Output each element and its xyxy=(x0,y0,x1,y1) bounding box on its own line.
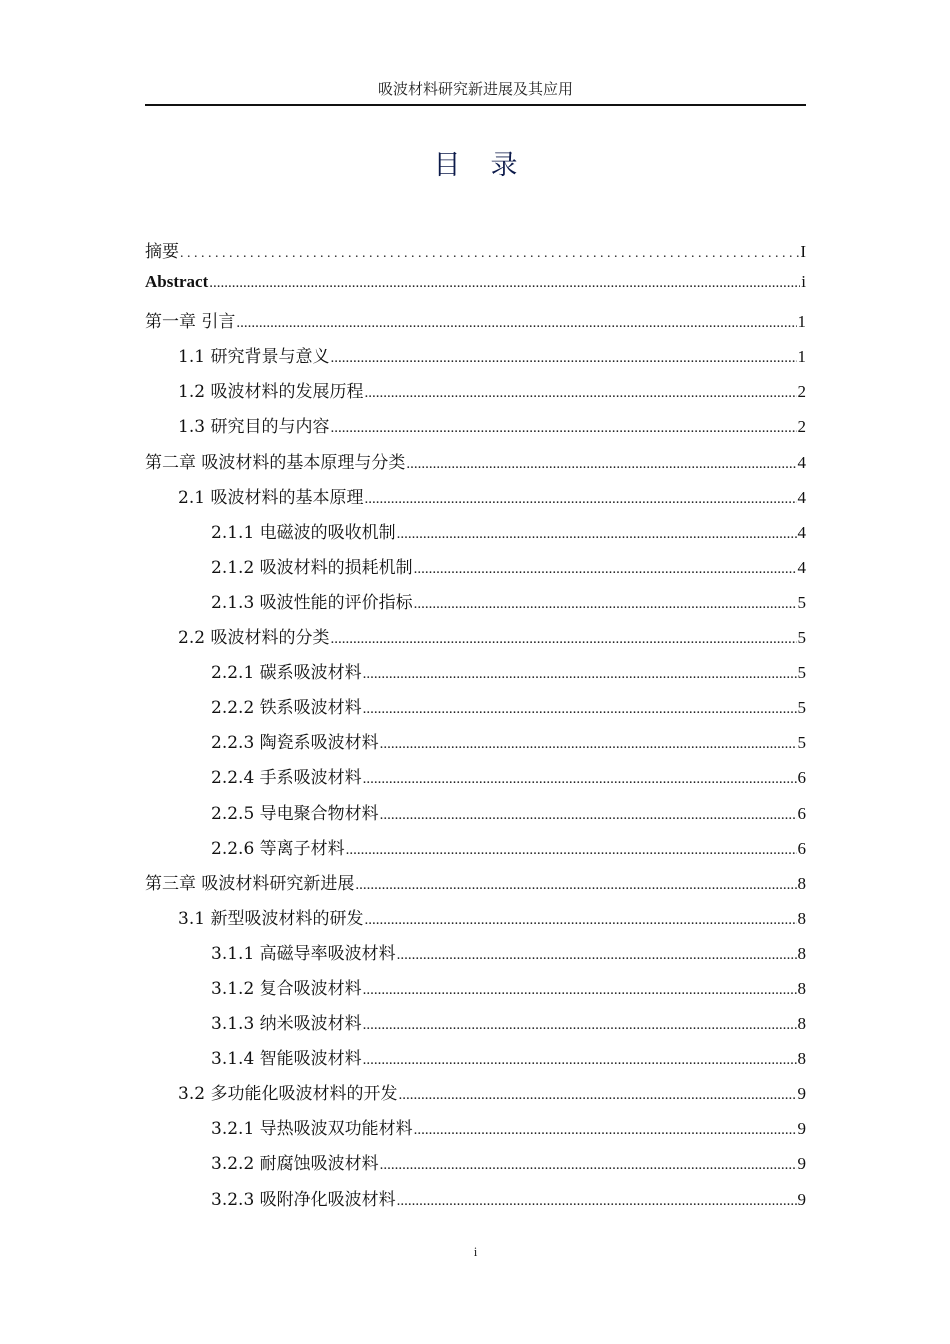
toc-dot-leader xyxy=(397,947,797,964)
toc-dot-leader xyxy=(330,631,796,648)
toc-entry[interactable] xyxy=(145,1149,806,1184)
toc-dot-leader xyxy=(398,1087,796,1104)
toc-entry-page: 5 xyxy=(797,592,806,612)
toc-entry-page: 4 xyxy=(797,452,806,472)
toc-entry-label: 2.1.1 电磁波的吸收机制 xyxy=(211,522,396,543)
toc-entry[interactable] xyxy=(145,623,806,658)
toc-dot-leader xyxy=(397,1193,797,1210)
toc-entry[interactable] xyxy=(145,1185,806,1220)
toc-dot-leader xyxy=(364,385,796,402)
toc-dot-leader xyxy=(355,877,796,894)
toc-entry[interactable] xyxy=(145,412,806,447)
toc-entry[interactable] xyxy=(145,763,806,798)
toc-dot-leader xyxy=(209,275,800,292)
toc-entry-page: 6 xyxy=(797,838,806,858)
toc-entry-label: 第三章 吸波材料研究新进展 xyxy=(145,873,355,894)
toc-entry-page: 8 xyxy=(797,978,806,998)
toc-entry-label: 3.1.2 复合吸波材料 xyxy=(211,978,362,999)
toc-entry[interactable] xyxy=(145,1009,806,1044)
toc-entry-page: 4 xyxy=(797,522,806,542)
toc-entry[interactable] xyxy=(145,728,806,763)
toc-dot-leader xyxy=(380,736,797,753)
toc-entry-page: 9 xyxy=(797,1119,806,1139)
toc-entry-page: 6 xyxy=(797,768,806,788)
toc-entry[interactable] xyxy=(145,939,806,974)
toc-entry[interactable] xyxy=(145,553,806,588)
toc-entry[interactable] xyxy=(145,904,806,939)
toc-entry-page: 9 xyxy=(797,1084,806,1104)
toc-entry[interactable] xyxy=(145,658,806,693)
toc-entry-page: 4 xyxy=(797,557,806,577)
toc-entry[interactable] xyxy=(145,307,806,342)
toc-entry-label: 2.1 吸波材料的基本原理 xyxy=(178,487,364,508)
toc-dot-leader xyxy=(363,1017,797,1034)
toc-dot-leader xyxy=(363,1052,797,1069)
toc-dot-leader xyxy=(330,420,796,437)
toc-entry-label: 2.2 吸波材料的分类 xyxy=(178,628,330,649)
toc-entry[interactable] xyxy=(145,342,806,377)
toc-entry-page: 5 xyxy=(797,698,806,718)
toc-entry-label: 2.1.3 吸波性能的评价指标 xyxy=(211,592,413,613)
toc-entry-page: 8 xyxy=(797,873,806,893)
toc-entry-page: 6 xyxy=(797,803,806,823)
toc-dot-leader xyxy=(380,1157,797,1174)
toc-dot-leader xyxy=(397,526,797,543)
header-rule xyxy=(145,104,806,106)
toc-entry-label: 2.2.1 碳系吸波材料 xyxy=(211,663,362,684)
toc-dot-leader xyxy=(363,982,797,999)
toc-entry-page: 5 xyxy=(797,628,806,648)
toc-entry-label: Abstract xyxy=(145,272,209,292)
toc-entry[interactable] xyxy=(145,237,806,272)
toc-entry-page: 2 xyxy=(797,382,806,402)
toc-entry-label: 2.2.6 等离子材料 xyxy=(211,838,345,859)
toc-entry[interactable] xyxy=(145,693,806,728)
toc-dot-leader xyxy=(414,561,797,578)
toc-entry-page: 9 xyxy=(797,1154,806,1174)
toc-entry[interactable] xyxy=(145,1079,806,1114)
page-number: i xyxy=(473,1244,478,1259)
toc-dot-leader xyxy=(414,1122,797,1139)
table-of-contents xyxy=(145,237,806,1220)
toc-entry-page: 8 xyxy=(797,908,806,928)
toc-entry-page: 5 xyxy=(797,663,806,683)
toc-entry-label: 3.2 多功能化吸波材料的开发 xyxy=(178,1084,398,1105)
toc-entry-label: 3.2.1 导热吸波双功能材料 xyxy=(211,1119,413,1140)
toc-dot-leader xyxy=(363,666,797,683)
toc-dot-leader xyxy=(406,456,796,473)
toc-dot-leader xyxy=(364,912,796,929)
toc-entry[interactable] xyxy=(145,588,806,623)
toc-entry[interactable] xyxy=(145,799,806,834)
toc-entry[interactable] xyxy=(145,448,806,483)
toc-entry-label: 2.2.3 陶瓷系吸波材料 xyxy=(211,733,379,754)
toc-entry[interactable] xyxy=(145,272,806,307)
toc-entry-page: 1 xyxy=(797,312,806,332)
toc-entry-page: 2 xyxy=(797,417,806,437)
toc-entry-label: 1.2 吸波材料的发展历程 xyxy=(178,382,364,403)
toc-entry-label: 3.1.1 高磁导率吸波材料 xyxy=(211,943,396,964)
toc-entry-page: I xyxy=(800,242,806,261)
running-header: 吸波材料研究新进展及其应用 xyxy=(377,80,573,98)
toc-entry-label: 2.1.2 吸波材料的损耗机制 xyxy=(211,557,413,578)
toc-dot-leader xyxy=(330,350,796,367)
toc-dot-leader xyxy=(363,771,797,788)
toc-dot-leader xyxy=(364,491,796,508)
toc-entry-page: i xyxy=(801,272,806,292)
toc-entry-page: 8 xyxy=(797,1049,806,1069)
toc-dot-leader xyxy=(380,807,797,824)
toc-entry-label: 摘要 xyxy=(145,242,179,262)
toc-entry[interactable] xyxy=(145,518,806,553)
toc-entry-page: 9 xyxy=(797,1189,806,1209)
toc-dot-leader xyxy=(236,315,796,332)
toc-entry-label: 3.1.4 智能吸波材料 xyxy=(211,1049,362,1070)
toc-entry[interactable] xyxy=(145,483,806,518)
toc-entry[interactable] xyxy=(145,1044,806,1079)
toc-entry[interactable] xyxy=(145,974,806,1009)
toc-entry-label: 3.2.2 耐腐蚀吸波材料 xyxy=(211,1154,379,1175)
toc-entry-page: 8 xyxy=(797,1014,806,1034)
toc-entry[interactable] xyxy=(145,834,806,869)
toc-entry-label: 2.2.4 手系吸波材料 xyxy=(211,768,362,789)
toc-entry-label: 3.1.3 纳米吸波材料 xyxy=(211,1014,362,1035)
toc-entry-label: 3.2.3 吸附净化吸波材料 xyxy=(211,1189,396,1210)
toc-entry-label: 2.2.2 铁系吸波材料 xyxy=(211,698,362,719)
toc-entry-label: 1.1 研究背景与意义 xyxy=(178,347,330,368)
toc-entry[interactable] xyxy=(145,377,806,412)
toc-dot-leader xyxy=(180,245,799,262)
toc-entry-page: 4 xyxy=(797,487,806,507)
toc-dot-leader xyxy=(363,701,797,718)
toc-entry-label: 第二章 吸波材料的基本原理与分类 xyxy=(145,452,406,473)
toc-entry-page: 8 xyxy=(797,943,806,963)
toc-entry-page: 5 xyxy=(797,733,806,753)
toc-entry[interactable] xyxy=(145,869,806,904)
toc-entry-label: 1.3 研究目的与内容 xyxy=(178,417,330,438)
toc-entry[interactable] xyxy=(145,1114,806,1149)
toc-entry-label: 第一章 引言 xyxy=(145,312,236,333)
toc-dot-leader xyxy=(414,596,797,613)
toc-entry-label: 3.1 新型吸波材料的研发 xyxy=(178,908,364,929)
toc-entry-label: 2.2.5 导电聚合物材料 xyxy=(211,803,379,824)
toc-dot-leader xyxy=(346,842,797,859)
toc-entry-page: 1 xyxy=(797,347,806,367)
toc-title: 目录 xyxy=(433,150,548,181)
